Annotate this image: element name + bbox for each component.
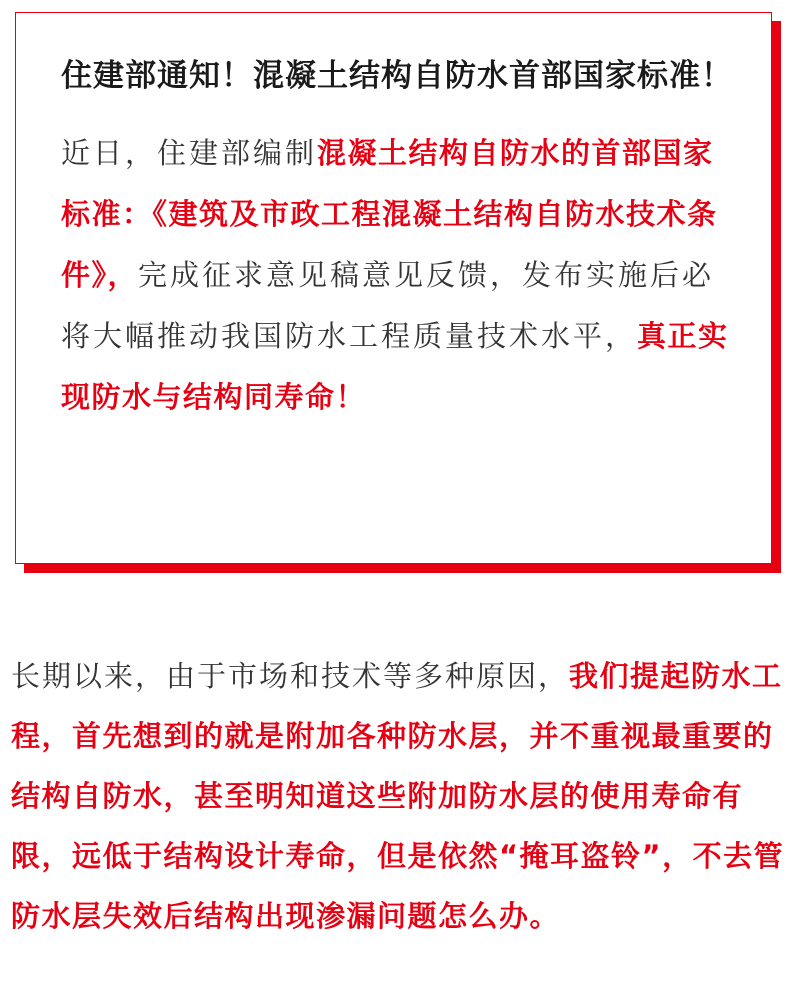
notice-summary bbox=[61, 123, 739, 428]
summary-text-2: 完成征求意见稿意见反馈，发布实施后必将大幅推动我国防水工程质量技术水平， bbox=[61, 258, 715, 353]
notice-callout-box bbox=[15, 12, 772, 564]
notice-title: 住建部通知！混凝土结构自防水首部国家标准！ bbox=[61, 58, 733, 94]
body-highlight: 我们提起防水工程，首先想到的就是附加各种防水层，并不重视最重要的结构自防水，甚至明知道这些附加防水层的使用寿命有限，远低于结构设计寿命，但是依然“掩耳盗铃”，不去管防水层失效后结构出现渗漏问题怎么办。 bbox=[11, 659, 785, 933]
summary-highlight-standard: 混凝土结构自防水的首部国家标准：《建筑及市政工程混凝土结构自防水技术条件》， bbox=[61, 136, 718, 292]
callout-content bbox=[61, 47, 739, 428]
body-paragraph bbox=[11, 646, 786, 946]
summary-text-1: 近日，住建部编制 bbox=[61, 136, 318, 170]
summary-highlight-conclusion: 真正实现防水与结构同寿命！ bbox=[61, 319, 729, 414]
body-text-1: 长期以来，由于市场和技术等多种原因， bbox=[11, 659, 570, 693]
